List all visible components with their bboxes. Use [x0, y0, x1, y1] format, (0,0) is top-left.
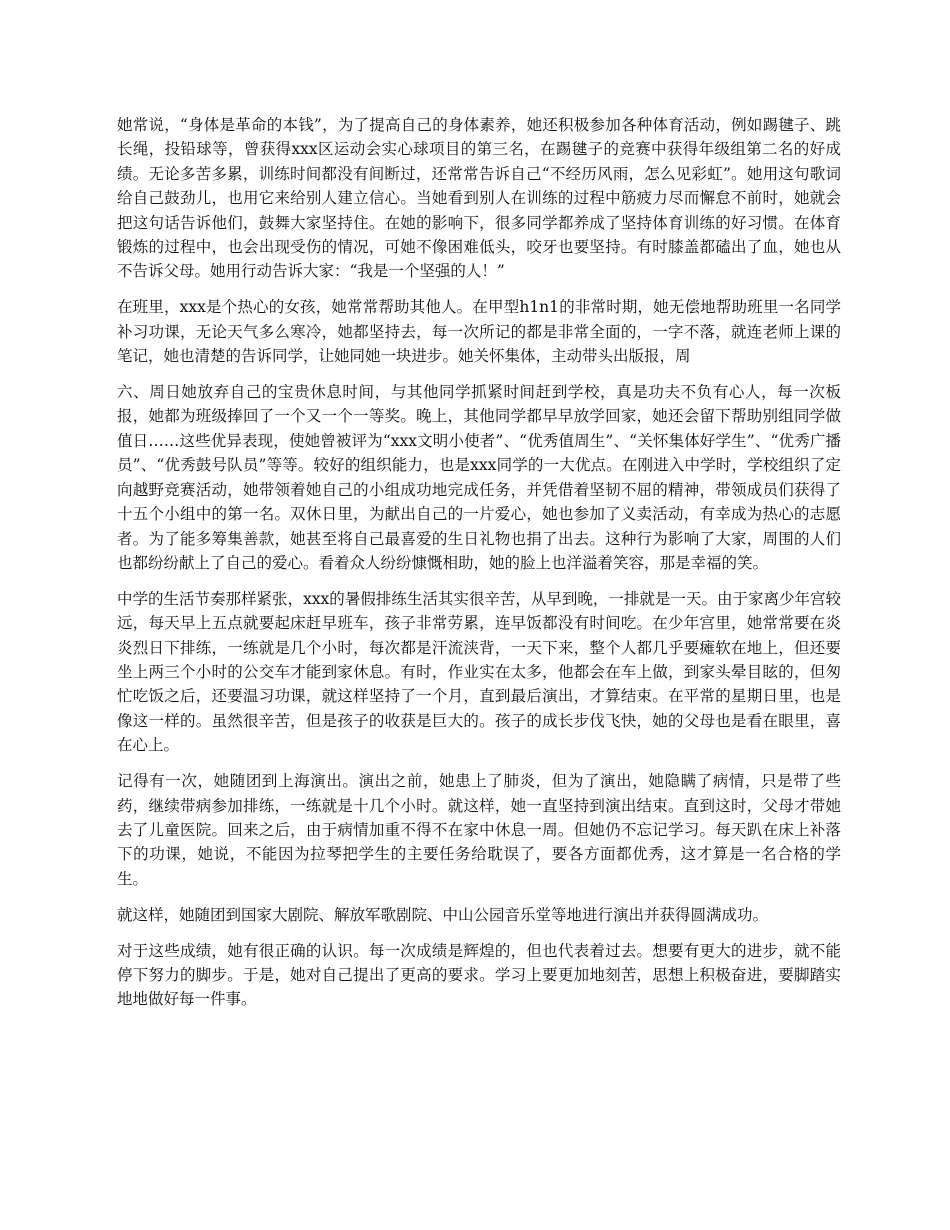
paragraph-sports: 她常说，“身体是革命的本钱”，为了提高自己的身体素养，她还积极参加各种体育活动，例如踢毽子、跳长绳，投铅球等，曾获得xxx区运动会实心球项目的第三名，在踢毽子的竞赛中获得年级组第二名的好成绩。无论多苦多累，训练时间都没有间断过，还常常告诉自己“不经历风雨，怎么见彩虹”。她用这句歌词给自己鼓劲儿，也用它来给别人建立信心。当她看到别人在训练的过程中筋疲力尽而懈怠不前时，她就会把这句话告诉他们，鼓舞大家坚持住。在她的影响下，很多同学都养成了坚持体育训练的好习惯。在体育锻炼的过程中，也会出现受伤的情况，可她不像困难低头，咬牙也要坚持。有时膝盖都磕出了血，她也从不告诉父母。她用行动告诉大家：“我是一个坚强的人！” [117, 116, 841, 281]
paragraph-performance-venues: 就这样，她随团到国家大剧院、解放军歌剧院、中山公园音乐堂等地进行演出并获得圆满成功。 [117, 905, 769, 924]
paragraph-summer-rehearsal: 中学的生活节奏那样紧张，xxx的暑假排练生活其实很辛苦，从早到晚，一排就是一天。由于家离少年宫较远，每天早上五点就要起床赶早班车，孩子非常劳累，连早饭都没有时间吃。在少年宫里，她常常要在炎炎烈日下排练，一练就是几个小时，每次都是汗流浃背，一天下来，整个人都几乎要瘫软在地上，但还要坐上两三个小时的公交车才能到家休息。有时，作业实在太多，他都会在车上做，到家头晕目眩的，但匆忙吃饭之后，还要温习功课，就这样坚持了一个月，直到最后演出，才算结束。在平常的星期日里，也是像这一样的。虽然很辛苦，但是孩子的收获是巨大的。孩子的成长步伐飞快，她的父母也是看在眼里，喜在心上。 [117, 589, 841, 755]
paragraph-shanghai-performance: 记得有一次，她随团到上海演出。演出之前，她患上了肺炎，但为了演出，她隐瞒了病情，只是带了些药，继续带病参加排练，一练就是十几个小时。就这样，她一直坚持到演出结束。直到这时，父母才带她去了儿童医院。回来之后，由于病情加重不得不在家中休息一周。但她仍不忘记学习。每天趴在床上补落下的功课，她说，不能因为拉琴把学生的主要任务给耽误了，要各方面都优秀，这才算是一名合格的学生。 [117, 772, 841, 888]
paragraph-helping-classmates: 在班里，xxx是个热心的女孩，她常常帮助其他人。在甲型h1n1的非常时期，她无偿地帮助班里一名同学补习功课，无论天气多么寒冷，她都坚持去，每一次所记的都是非常全面的，一字不落，就连老师上课的笔记，她也清楚的告诉同学，让她同她一块进步。她关怀集体，主动带头出版报，周 [117, 298, 841, 366]
paragraph-weekend-blackboard: 六、周日她放弃自己的宝贵休息时间，与其他同学抓紧时间赶到学校，真是功夫不负有心人，每一次板报，她都为班级捧回了一个又一个一等奖。晚上，其他同学都早早放学回家，她还会留下帮助别组同学做值日……这些优异表现，使她曾被评为“xxx文明小使者”、“优秀值周生”、“关怀集体好学生”、“优秀广播员”、“优秀鼓号队员”等等。较好的组织能力，也是xxx同学的一大优点。在刚进入中学时，学校组织了定向越野竞赛活动，她带领着她自己的小组成功地完成任务，并凭借着坚韧不屈的精神，带领成员们获得了十五个小组中的第一名。双休日里，为献出自己的一片爱心，她也参加了义卖活动，有幸成为热心的志愿者。为了能多筹集善款，她甚至将自己最喜爱的生日礼物也捐了出去。这种行为影响了大家，周围的人们也都纷纷献上了自己的爱心。看着众人纷纷慷慨相助，她的脸上也洋溢着笑容，那是幸福的笑。 [117, 383, 841, 572]
paragraph-attitude: 对于这些成绩，她有很正确的认识。每一次成绩是辉煌的，但也代表着过去。想要有更大的进步，就不能停下努力的脚步。于是，她对自己提出了更高的要求。学习上要更加地刻苦，思想上积极奋进，要脚踏实地地做好每一件事。 [117, 941, 841, 1009]
document-body [117, 113, 841, 1023]
